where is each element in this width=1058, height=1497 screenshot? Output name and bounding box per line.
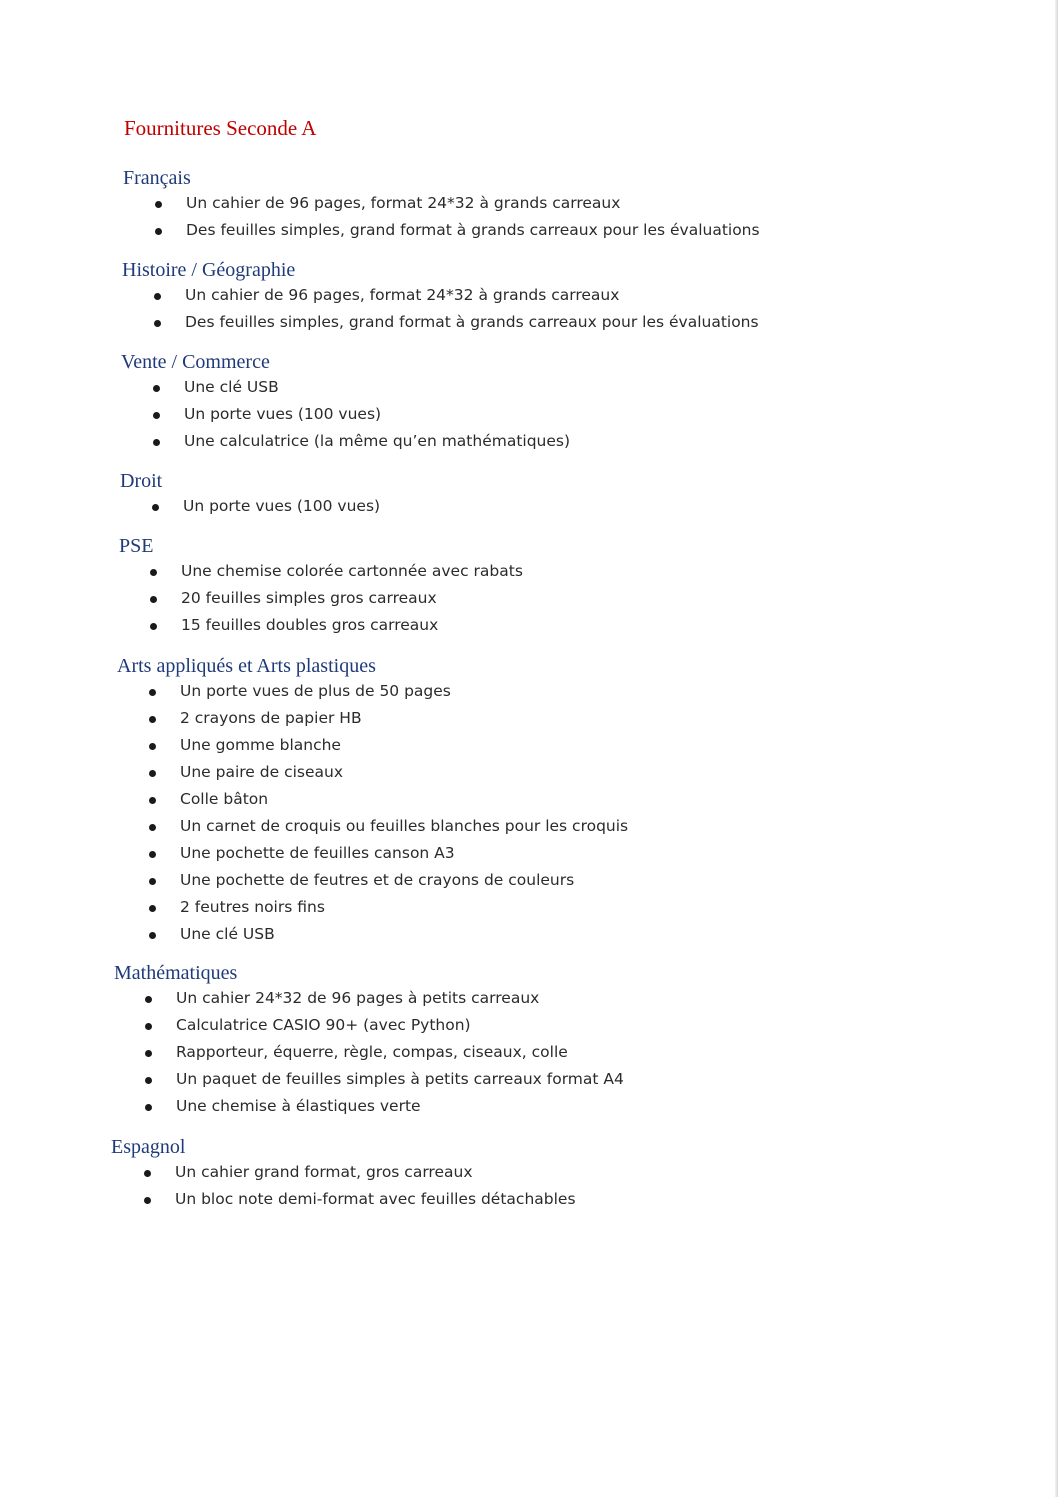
bullet-icon <box>145 996 152 1003</box>
bullet-icon <box>144 1197 151 1204</box>
list-item-text: Colle bâton <box>180 790 269 808</box>
list-item <box>0 894 1058 921</box>
list-item <box>0 190 1058 217</box>
section <box>0 534 1058 639</box>
list-item-text: Un cahier de 96 pages, format 24*32 à grands carreaux <box>185 286 620 304</box>
list-item <box>0 985 1058 1012</box>
list-item-text: Rapporteur, équerre, règle, compas, ciseaux, colle <box>176 1043 568 1061</box>
list-item-text: Calculatrice CASIO 90+ (avec Python) <box>176 1016 471 1034</box>
list-item-text: Un porte vues (100 vues) <box>184 405 382 423</box>
section-title: Espagnol <box>111 1136 186 1158</box>
section-title: Vente / Commerce <box>121 351 270 373</box>
list-item-text: Des feuilles simples, grand format à grands carreaux pour les évaluations <box>185 313 759 331</box>
section <box>0 469 1058 520</box>
section <box>0 258 1058 336</box>
section-title: Mathématiques <box>114 962 238 984</box>
bullet-icon <box>150 569 157 576</box>
section <box>0 166 1058 244</box>
supply-list <box>0 282 1058 336</box>
list-item <box>0 813 1058 840</box>
bullet-icon <box>149 689 156 696</box>
list-item-text: Une paire de ciseaux <box>180 763 344 781</box>
section-title: Droit <box>120 470 163 492</box>
section <box>0 961 1058 1120</box>
bullet-icon <box>149 797 156 804</box>
list-item <box>0 921 1058 948</box>
list-item-text: Une gomme blanche <box>180 736 341 754</box>
supply-list <box>0 678 1058 948</box>
list-item <box>0 309 1058 336</box>
list-item-text: Une calculatrice (la même qu’en mathématiques) <box>184 432 571 450</box>
list-item-text: Un paquet de feuilles simples à petits carreaux format A4 <box>176 1070 624 1088</box>
list-item <box>0 1066 1058 1093</box>
supply-list <box>0 190 1058 244</box>
bullet-icon <box>145 1023 152 1030</box>
bullet-icon <box>145 1104 152 1111</box>
list-item-text: 15 feuilles doubles gros carreaux <box>181 616 439 634</box>
bullet-icon <box>153 439 160 446</box>
bullet-icon <box>149 932 156 939</box>
list-item <box>0 786 1058 813</box>
supply-list <box>0 493 1058 520</box>
list-item <box>0 217 1058 244</box>
bullet-icon <box>144 1170 151 1177</box>
list-item <box>0 1012 1058 1039</box>
list-item-text: Un bloc note demi-format avec feuilles détachables <box>175 1190 576 1208</box>
bullet-icon <box>149 770 156 777</box>
bullet-icon <box>149 743 156 750</box>
bullet-icon <box>150 596 157 603</box>
list-item-text: Un cahier de 96 pages, format 24*32 à grands carreaux <box>186 194 621 212</box>
list-item <box>0 759 1058 786</box>
list-item <box>0 374 1058 401</box>
section <box>0 1135 1058 1213</box>
document-title: Fournitures Seconde A <box>124 116 317 140</box>
list-item-text: Une clé USB <box>184 378 279 396</box>
list-item-text: Des feuilles simples, grand format à grands carreaux pour les évaluations <box>186 221 760 239</box>
bullet-icon <box>155 228 162 235</box>
bullet-icon <box>145 1077 152 1084</box>
section <box>0 350 1058 455</box>
list-item-text: Une chemise à élastiques verte <box>176 1097 421 1115</box>
list-item-text: Un cahier 24*32 de 96 pages à petits carreaux <box>176 989 540 1007</box>
list-item <box>0 1093 1058 1120</box>
list-item <box>0 732 1058 759</box>
bullet-icon <box>149 824 156 831</box>
bullet-icon <box>149 716 156 723</box>
bullet-icon <box>152 504 159 511</box>
bullet-icon <box>153 412 160 419</box>
section-title: Français <box>123 167 191 189</box>
list-item <box>0 705 1058 732</box>
section <box>0 654 1058 948</box>
list-item <box>0 678 1058 705</box>
list-item <box>0 840 1058 867</box>
list-item-text: Une pochette de feuilles canson A3 <box>180 844 455 862</box>
list-item <box>0 493 1058 520</box>
supply-list <box>0 1159 1058 1213</box>
supply-list <box>0 558 1058 639</box>
list-item <box>0 558 1058 585</box>
list-item-text: Un porte vues de plus de 50 pages <box>180 682 451 700</box>
supply-list <box>0 374 1058 455</box>
bullet-icon <box>154 320 161 327</box>
list-item-text: Une clé USB <box>180 925 275 943</box>
section-title: Histoire / Géographie <box>122 259 296 281</box>
list-item <box>0 585 1058 612</box>
list-item <box>0 282 1058 309</box>
list-item <box>0 612 1058 639</box>
list-item <box>0 1039 1058 1066</box>
section-title: Arts appliqués et Arts plastiques <box>117 655 376 677</box>
bullet-icon <box>145 1050 152 1057</box>
bullet-icon <box>149 851 156 858</box>
list-item <box>0 1186 1058 1213</box>
list-item-text: 2 crayons de papier HB <box>180 709 362 727</box>
list-item-text: 20 feuilles simples gros carreaux <box>181 589 437 607</box>
list-item-text: Un cahier grand format, gros carreaux <box>175 1163 473 1181</box>
list-item <box>0 1159 1058 1186</box>
bullet-icon <box>149 905 156 912</box>
bullet-icon <box>150 623 157 630</box>
bullet-icon <box>153 385 160 392</box>
list-item-text: 2 feutres noirs fins <box>180 898 325 916</box>
bullet-icon <box>154 293 161 300</box>
list-item-text: Une chemise colorée cartonnée avec rabats <box>181 562 523 580</box>
section-title: PSE <box>119 535 154 557</box>
list-item-text: Un carnet de croquis ou feuilles blanches pour les croquis <box>180 817 629 835</box>
list-item <box>0 401 1058 428</box>
list-item <box>0 867 1058 894</box>
list-item <box>0 428 1058 455</box>
list-item-text: Un porte vues (100 vues) <box>183 497 381 515</box>
bullet-icon <box>149 878 156 885</box>
list-item-text: Une pochette de feutres et de crayons de couleurs <box>180 871 575 889</box>
bullet-icon <box>155 201 162 208</box>
supply-list <box>0 985 1058 1120</box>
